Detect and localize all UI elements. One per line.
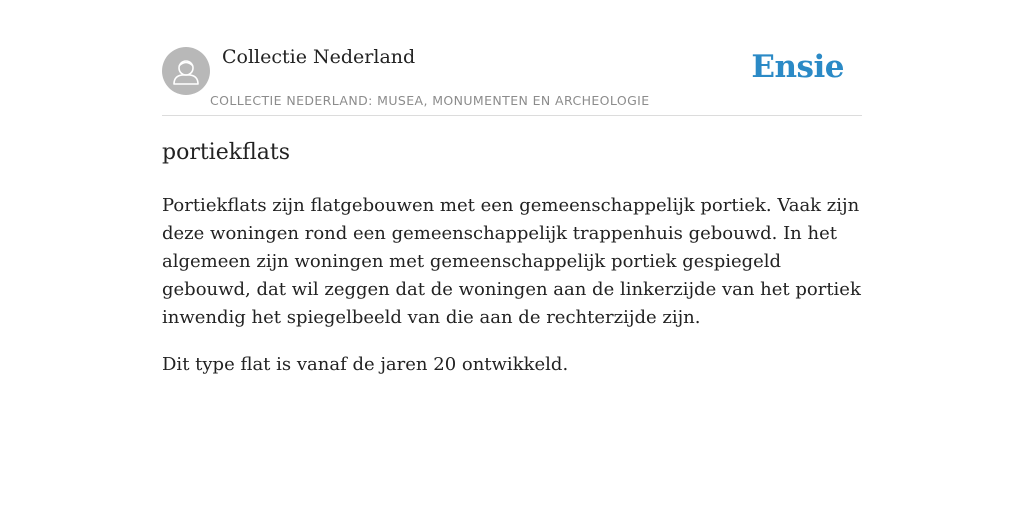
author-name[interactable]: Collectie Nederland: [222, 46, 416, 68]
channel-name[interactable]: COLLECTIE NEDERLAND: MUSEA, MONUMENTEN EN ARCHEOLOGIE: [210, 93, 650, 108]
article-paragraph: Portiekflats zijn flatgebouwen met een gemeenschappelijk portiek. Vaak zijn deze woningen rond een gemeenschappelijk trappenhuis gebouwd. In het algemeen zijn woningen met gemeenschappelijk portiek gespiegeld gebouwd, dat wil zeggen dat de woningen aan de linkerzijde van het portiek inwendig het spiegelbeeld van die aan de rechterzijde zijn.: [162, 195, 861, 328]
user-icon: [162, 47, 210, 95]
author-avatar[interactable]: [162, 47, 210, 95]
page-container: [162, 0, 862, 375]
article-paragraph: Dit type flat is vanaf de jaren 20 ontwikkeld.: [162, 354, 569, 375]
header: [162, 0, 862, 116]
article-body: [162, 192, 862, 398]
article-title: portiekflats: [162, 140, 290, 165]
ensie-logo[interactable]: Ensie: [751, 49, 844, 85]
